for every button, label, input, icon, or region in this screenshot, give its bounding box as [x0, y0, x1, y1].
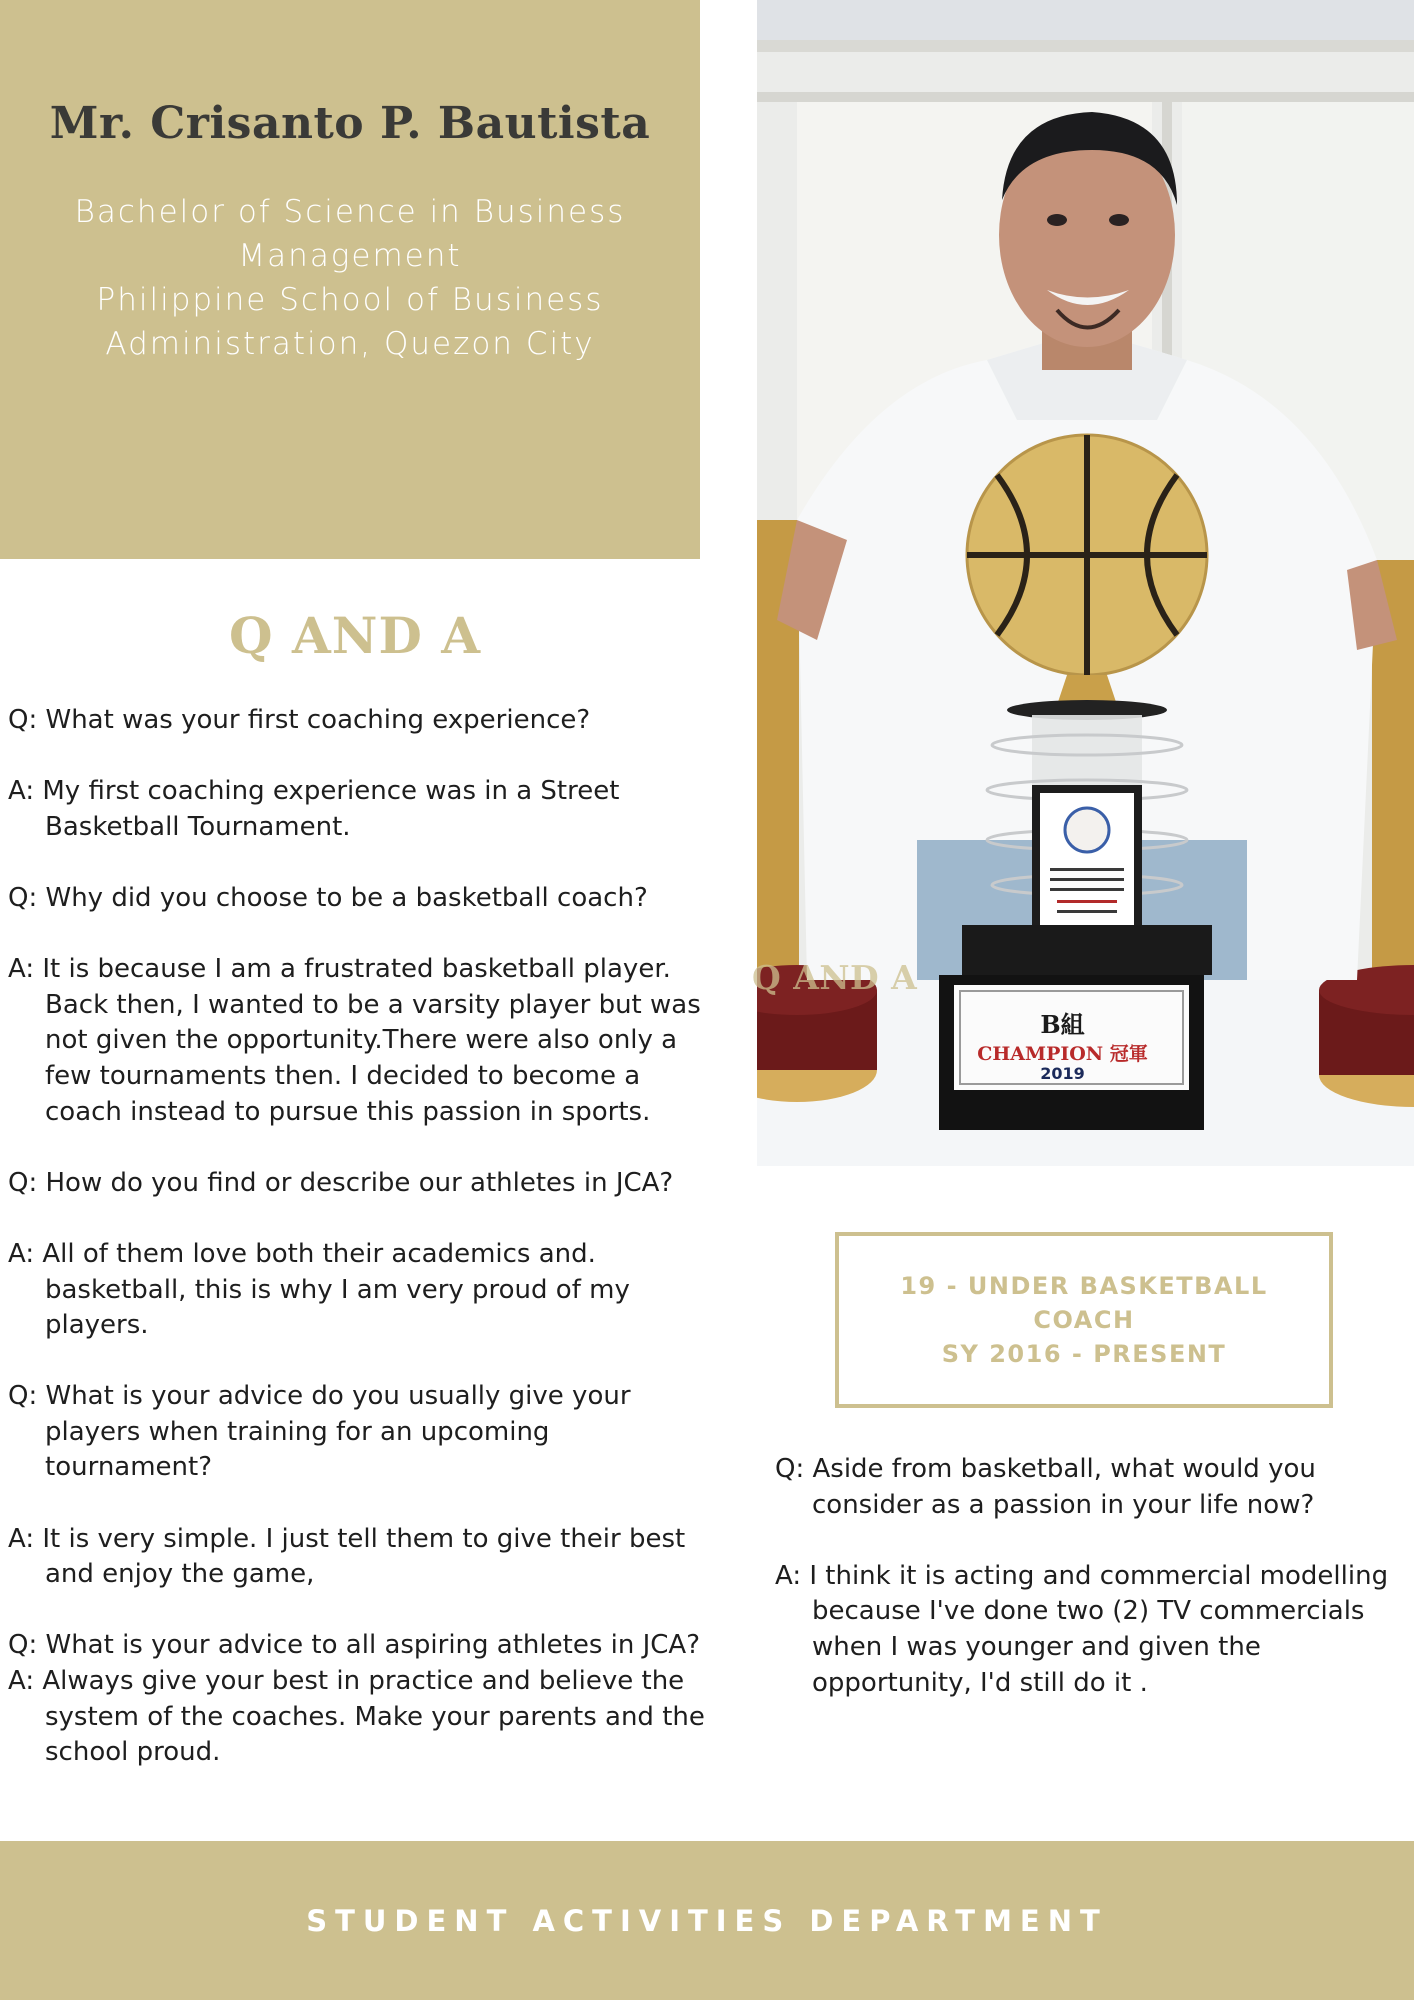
plaque-group: B組 [1040, 1010, 1085, 1039]
degree-block [60, 190, 640, 366]
qa-question: Q: Why did you choose to be a basketball coach? [8, 882, 648, 913]
qa-answer: A: Always give your best in practice and believe the system of the coaches. Make your parents and the school proud. [8, 1666, 705, 1768]
footer-department: STUDENT ACTIVITIES DEPARTMENT [306, 1904, 1108, 1938]
qa-question: Q: How do you find or describe our athletes in JCA? [8, 1167, 674, 1198]
qa-question: Q: Aside from basketball, what would you consider as a passion in your life now? [775, 1454, 1316, 1520]
degree-line: Administration, Quezon City [105, 326, 595, 362]
degree-line: Management [238, 238, 462, 274]
plaque-champion: CHAMPION 冠軍 [977, 1043, 1148, 1065]
qa-list [8, 703, 708, 1806]
qa-section-title: Q AND A [228, 606, 482, 665]
qa-question: Q: What is your advice do you usually give your players when training for an upcoming tournament? [8, 1381, 631, 1483]
coach-position-line: SY 2016 - PRESENT [941, 1340, 1227, 1368]
qa-answer: A: All of them love both their academics and. basketball, this is why I am very proud of my players. [8, 1238, 630, 1341]
plaque-year: 2019 [1040, 1064, 1085, 1083]
photo-caption-overlay: Q AND A [752, 958, 918, 997]
qa-answer: A: It is very simple. I just tell them to give their best and enjoy the game, [8, 1523, 686, 1590]
coach-position-line: 19 - UNDER BASKETBALL [900, 1272, 1268, 1300]
qa-answer: A: My first coaching experience was in a Street Basketball Tournament. [8, 776, 620, 842]
qa-answer: A: It is because I am a frustrated basketball player. Back then, I wanted to be a varsity player but was not given the opportunity.There were also only a few tournaments then. I decided to become a coach instead to pursue this passion in sports. [8, 954, 701, 1127]
coach-name: Mr. Crisanto P. Bautista [49, 98, 651, 149]
coach-position-line: COACH [1033, 1306, 1135, 1334]
qa-question: Q: What is your advice to all aspiring athletes in JCA? [8, 1630, 701, 1661]
degree-line: Bachelor of Science in Business [74, 194, 626, 230]
coach-position-box [835, 1232, 1333, 1408]
qa-right-list [775, 1452, 1395, 1737]
degree-line: Philippine School of Business [96, 282, 604, 318]
qa-answer: A: I think it is acting and commercial modelling because I've done two (2) TV commercials when I was younger and given the opportunity, I'd still do it . [775, 1560, 1389, 1698]
qa-question: Q: What was your first coaching experience? [8, 705, 591, 735]
